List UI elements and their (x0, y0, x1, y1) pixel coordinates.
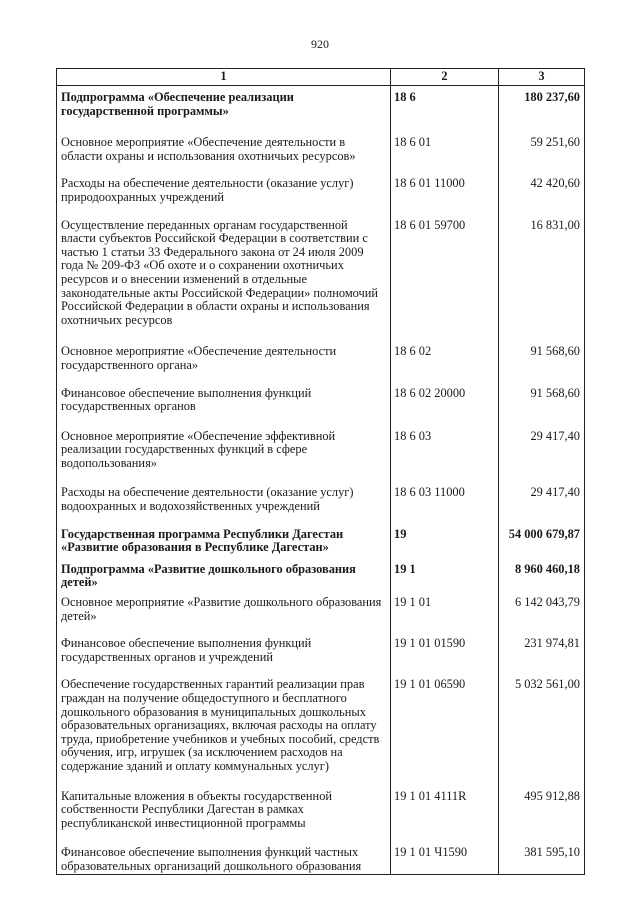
table-row (57, 846, 585, 874)
header-row (57, 69, 585, 86)
row-name: Государственная программа Республики Дагестан «Развитие образования в Республике Дагестан» (57, 528, 391, 563)
table-row (57, 678, 585, 789)
table-row (57, 345, 585, 386)
row-amount: 91 568,60 (499, 387, 585, 430)
row-code: 18 6 01 11000 (391, 177, 499, 218)
table-row (57, 177, 585, 218)
row-amount: 59 251,60 (499, 136, 585, 177)
row-amount: 42 420,60 (499, 177, 585, 218)
column-header-2: 2 (391, 69, 499, 86)
row-amount: 16 831,00 (499, 219, 585, 346)
row-name: Подпрограмма «Обеспечение реализации государственной программы» (57, 86, 391, 137)
table-row (57, 637, 585, 678)
row-code: 19 1 (391, 563, 499, 596)
row-amount: 29 417,40 (499, 486, 585, 527)
row-name: Финансовое обеспечение выполнения функций государственных органов и учреждений (57, 637, 391, 678)
row-amount: 231 974,81 (499, 637, 585, 678)
row-amount: 8 960 460,18 (499, 563, 585, 596)
row-name: Расходы на обеспечение деятельности (оказание услуг) водоохранных и водохозяйственных учреждений (57, 486, 391, 527)
row-name: Расходы на обеспечение деятельности (оказание услуг) природоохранных учреждений (57, 177, 391, 218)
table-row (57, 387, 585, 430)
row-code: 18 6 01 (391, 136, 499, 177)
row-name: Подпрограмма «Развитие дошкольного образования детей» (57, 563, 391, 596)
row-code: 19 1 01 (391, 596, 499, 637)
row-code: 19 1 01 01590 (391, 637, 499, 678)
table-row (57, 86, 585, 137)
row-name: Основное мероприятие «Обеспечение деятельности в области охраны и использования охотничьих ресурсов» (57, 136, 391, 177)
row-code: 18 6 02 20000 (391, 387, 499, 430)
row-amount: 5 032 561,00 (499, 678, 585, 789)
budget-table (56, 68, 585, 875)
row-code: 18 6 (391, 86, 499, 137)
row-name: Основное мероприятие «Развитие дошкольного образования детей» (57, 596, 391, 637)
row-code: 19 (391, 528, 499, 563)
row-name: Капитальные вложения в объекты государственной собственности Республики Дагестан в рамках республиканской инвестиционной программы (57, 790, 391, 847)
row-code: 18 6 02 (391, 345, 499, 386)
row-code: 19 1 01 06590 (391, 678, 499, 789)
row-amount: 381 595,10 (499, 846, 585, 874)
row-amount: 495 912,88 (499, 790, 585, 847)
column-header-1: 1 (57, 69, 391, 86)
table-row (57, 596, 585, 637)
table-row (57, 219, 585, 346)
row-name: Финансовое обеспечение выполнения функций государственных органов (57, 387, 391, 430)
row-amount: 6 142 043,79 (499, 596, 585, 637)
row-code: 18 6 03 (391, 430, 499, 487)
table-row (57, 790, 585, 847)
row-code: 18 6 01 59700 (391, 219, 499, 346)
row-name: Основное мероприятие «Обеспечение деятельности государственного органа» (57, 345, 391, 386)
row-name: Обеспечение государственных гарантий реализации прав граждан на получение общедоступного и бесплатного дошкольного образования в муниципальных дошкольных образовательных организациях, включая расходы на оплату труда, приобретение учебников и учебных пособий, средств обучения, игр, игрушек (за исключением расходов на содержание зданий и оплату коммунальных услуг) (57, 678, 391, 789)
column-header-3: 3 (499, 69, 585, 86)
row-name: Осуществление переданных органам государственной власти субъектов Российской Федерации в соответствии с частью 1 статьи 33 Федерального закона от 24 июля 2009 года № 209-ФЗ «Об охоте и о сохранении охотничьих ресурсов и о внесении изменений в отдельные законодательные акты Российской Федерации» полномочий Российской Федерации в области охраны и использования охотничьих ресурсов (57, 219, 391, 346)
table-row (57, 430, 585, 487)
table-row (57, 528, 585, 563)
table-row (57, 563, 585, 596)
table-row (57, 136, 585, 177)
table-row (57, 486, 585, 527)
row-code: 19 1 01 4111R (391, 790, 499, 847)
row-amount: 29 417,40 (499, 430, 585, 487)
row-name: Основное мероприятие «Обеспечение эффективной реализации государственных функций в сфере водопользования» (57, 430, 391, 487)
row-code: 19 1 01 Ч1590 (391, 846, 499, 874)
row-amount: 54 000 679,87 (499, 528, 585, 563)
row-code: 18 6 03 11000 (391, 486, 499, 527)
page-number: 920 (311, 37, 329, 51)
row-amount: 91 568,60 (499, 345, 585, 386)
row-name: Финансовое обеспечение выполнения функций частных образовательных организаций дошкольного образования (57, 846, 391, 874)
row-amount: 180 237,60 (499, 86, 585, 137)
